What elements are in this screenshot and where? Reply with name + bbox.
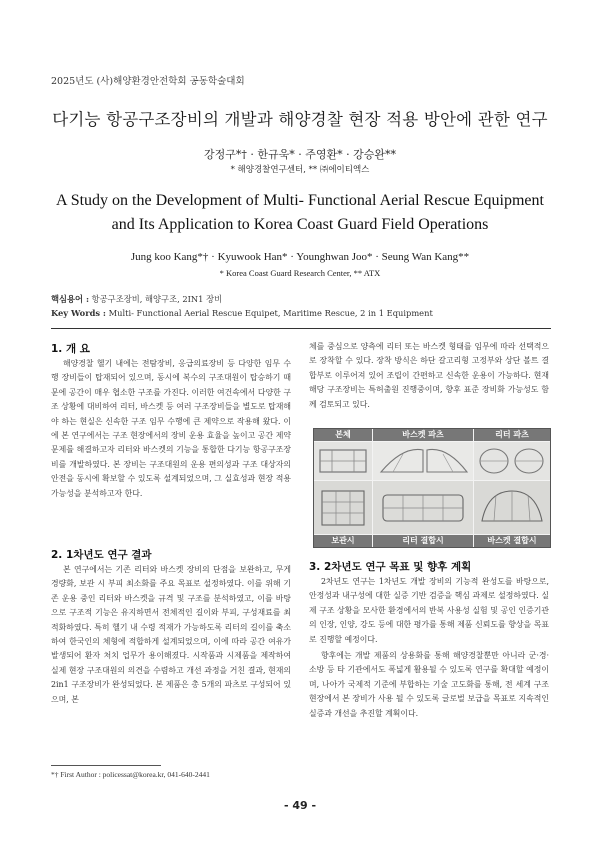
figure-photo-storage — [314, 481, 372, 534]
section3-paragraph-2: 향후에는 개발 제품의 상용화를 통해 해양경찰뿐만 아니라 군·경·소방 등 타 기관에서도 폭넓게 활용될 수 있도록 연구를 확대할 예정이며, 나아가 국제적 기준에 부합하는 기술 고도화를 통해, 전 세계 구조 현장에서 본 장비가 사용 될 수 있도록 글로벌 보급을 목표로 지속적인 실증과 개선을 추진할 계획이다. — [309, 651, 549, 718]
right-column-body — [309, 340, 549, 412]
figure-photo-litter-assembled — [373, 481, 473, 534]
section3-paragraph-1: 2차년도 연구는 1차년도 개발 장비의 기능적 완성도를 바탕으로, 안정성과 내구성에 대한 실증 기반 검증을 핵심 과제로 설정하였다. 실제 구조 상황을 모사한 환경에서의 반복 사용성 실험 및 공인 인증기관의 인장, 인양, 강도 등에 대한 평가를 통해 제품 신뢰도를 향상을 목표로 진행할 예정이다. — [309, 577, 549, 644]
section2-continued-paragraph: 체를 중심으로 양측에 리터 또는 바스켓 형태를 임무에 따라 선택적으로 장착할 수 있다. 장착 방식은 하단 갈고리형 고정부와 상단 볼트 결합부로 이루어져 있어 조립이 간편하고 신속한 운용이 가능하다. 현재 해당 구조장비는 특허출원 진행중이며, 향후 표준 장비화 가능성도 함께 검토되고 있다. — [309, 342, 549, 409]
conference-header: 2025년도 (사)해양환경안전학회 공동학술대회 — [51, 76, 245, 87]
figure-label-storage: 보관시 — [314, 535, 372, 547]
section2-paragraph: 본 연구에서는 기존 리터와 바스켓 장비의 단점을 보완하고, 무게 경량화, 보관 시 부피 최소화를 주요 목표로 설정하였다. 이를 위해 기존 운용 중인 리터와 바스켓을 규격 및 구조를 분석하였고, 이를 바탕으로 구조적 기능은 유지하면서 전체적인 길이와 부피, 구성재료를 최적화하였다. 특히 헬기 내 수령 적재가 가능하도록 리터의 길이를 축소하여 한국인의 체형에 적합하게 설계되었으며, 이에 따라 공간 여유가 발생되어 환자 처치 업무가 용이해졌다. 시작품과 시제품을 제작하여 실제 현장 구조대원의 의견을 수렴하고 개선 과정을 거친 결과, 현재의 2in1 구조장비가 완성되었다. 본 제품은 총 5개의 파츠로 구성되어 있으며, 본 — [51, 565, 291, 704]
keywords-korean-text: 항공구조장비, 해양구조, 2IN1 장비 — [91, 294, 223, 304]
equipment-figure — [313, 428, 551, 548]
korean-authors: 강정구*† · 한규욱* · 주영환* · 강승완** — [204, 148, 396, 161]
section3-title: 3. 2차년도 연구 목표 및 향후 계획 — [309, 561, 472, 573]
section2-body — [51, 563, 291, 707]
footnote: *† First Author : policessat@korea.kr, 041-640-2441 — [51, 770, 210, 779]
english-title-line1: A Study on the Development of Multi- Functional Aerial Rescue Equipment — [56, 192, 544, 209]
english-title-line2: and Its Application to Korea Coast Guard Field Operations — [111, 216, 489, 233]
figure-label-basket-assembled: 바스켓 결합시 — [474, 535, 550, 547]
figure-label-litter-assembled: 리터 결합시 — [373, 535, 473, 547]
english-title — [0, 189, 600, 237]
keywords-english — [51, 308, 433, 318]
figure-photo-body — [314, 442, 372, 480]
korean-affiliation: * 해양경찰연구센터, ** ㈜에이티엑스 — [230, 165, 370, 175]
english-affiliation: * Korea Coast Guard Research Center, ** ATX — [219, 268, 381, 278]
section1-paragraph: 해양경찰 헬기 내에는 전탐장비, 응급의료장비 등 다양한 임무 수행 장비들이 탑재되어 있으며, 동시에 복수의 구조대원이 탑승하기 때문에 공간이 매우 협소한 구조를 가진다. 이러한 여건속에서 다양한 구조 상황에 대비하여 리터, 바스켓 등 여러 구조장비들을 별도로 탑재해야 하는 현실은 신속한 구조 임무 수행에 큰 제약으로 작용해 왔다. 이에 본 연구에서는 구조 현장에서의 장비 운용 효율을 높이고 공간 제약 문제를 해결하고자 리터와 바스켓의 기능을 통합한 다기능 항공구조장비를 개발하였다. 본 장비는 구조대원의 운용 편의성과 구조 대상자의 안전을 동시에 확보할 수 있도록 설계되었으며, 그 실효성과 현장 적용 가능성을 분석하고자 한다. — [51, 359, 291, 498]
keywords-korean-label: 핵심용어 : — [51, 294, 90, 304]
figure-label-litter-parts: 리터 파츠 — [474, 429, 550, 441]
section2-title: 2. 1차년도 연구 결과 — [51, 549, 152, 561]
figure-label-basket-parts: 바스켓 파츠 — [373, 429, 473, 441]
figure-photo-litter-parts — [474, 442, 550, 480]
keywords-english-text: Multi- Functional Aerial Rescue Equipet, Maritime Rescue, 2 in 1 Equipment — [108, 308, 433, 318]
keywords-english-label: Key Words : — [51, 308, 106, 318]
section1-title: 1. 개 요 — [51, 343, 90, 355]
keywords-korean — [51, 293, 222, 305]
header-divider — [51, 328, 551, 329]
english-authors: Jung koo Kang*† · Kyuwook Han* · Younghwan Joo* · Seung Wan Kang** — [130, 251, 470, 263]
figure-photo-basket-parts — [373, 442, 473, 480]
figure-label-body: 본체 — [314, 429, 372, 441]
footnote-divider — [51, 765, 161, 766]
section1-body — [51, 357, 291, 501]
page-number: - 49 - — [283, 799, 317, 812]
figure-photo-basket-assembled — [474, 481, 550, 534]
section3-body — [309, 575, 549, 721]
korean-title: 다기능 항공구조장비의 개발과 해양경찰 현장 적용 방안에 관한 연구 — [52, 110, 548, 129]
